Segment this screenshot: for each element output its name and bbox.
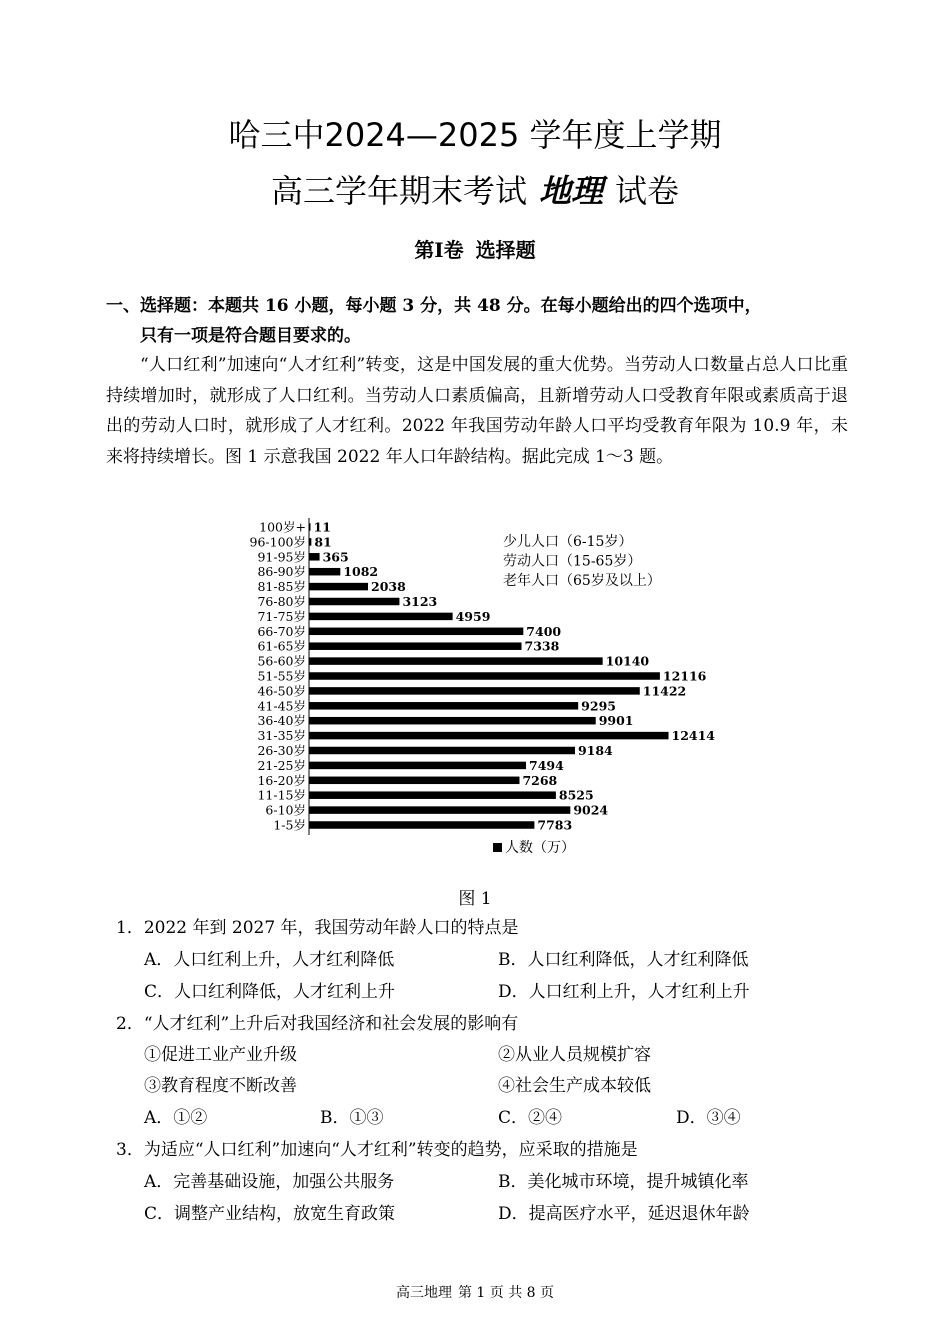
chart-category-label: 21-25岁: [257, 757, 306, 773]
chart-value-label: 7494: [529, 757, 564, 773]
chart-legend-note: 老年人口（65岁及以上）: [503, 573, 661, 589]
footer-subject: 高三地理: [395, 1285, 452, 1301]
chart-value-label: 10140: [605, 653, 650, 669]
question-2-item-3: ③教育程度不断改善: [144, 1076, 297, 1096]
chart-category-label: 66-70岁: [257, 623, 306, 639]
section-instructions: [106, 291, 866, 351]
question-1-option-d[interactable]: D．人口红利上升，人才红利上升: [498, 982, 750, 1002]
chart-value-label: 9184: [577, 743, 613, 758]
chart-value-label: 9295: [581, 698, 616, 714]
question-1-option-a[interactable]: A．人口红利上升，人才红利降低: [144, 950, 395, 970]
chart-value-label: 11422: [642, 683, 687, 699]
chart-legend-swatch: [493, 843, 502, 852]
exam-title-prefix: 高三学年期末考试: [270, 172, 527, 210]
footer-page: 第 1 页 共 8 页: [457, 1285, 555, 1301]
chart-value-label: 4959: [455, 608, 491, 624]
chart-bar: [309, 523, 311, 531]
question-3-option-b[interactable]: B．美化城市环境，提升城镇化率: [498, 1172, 749, 1192]
chart-value-label: 7783: [537, 817, 573, 833]
question-2-option-c[interactable]: C．②④: [498, 1108, 563, 1128]
chart-category-label: 91-95岁: [257, 549, 306, 565]
chart-bar: [309, 583, 368, 591]
chart-value-label: 8525: [558, 787, 594, 803]
question-2-stem: 2．“人才红利”上升后对我国经济和社会发展的影响有: [116, 1014, 519, 1034]
exam-title-suffix: 试卷: [615, 172, 680, 210]
exam-title-line1: 哈三中2024—2025 学年度上学期: [228, 116, 722, 154]
chart-bar: [309, 598, 399, 606]
volume-heading: [0, 234, 950, 263]
question-1-option-c[interactable]: C．人口红利降低，人才红利上升: [144, 982, 396, 1002]
chart-bar: [309, 538, 311, 546]
chart-bar: [309, 568, 340, 576]
section-line1: 一、选择题：本题共 16 小题，每小题 3 分，共 48 分。在每小题给出的四个选项中，: [106, 296, 762, 316]
chart-legend-note: 劳动人口（15-65岁）: [503, 553, 642, 570]
question-2-item-2: ②从业人员规模扩容: [498, 1045, 651, 1065]
chart-bar: [309, 791, 556, 799]
question-2-option-d[interactable]: D．③④: [676, 1108, 741, 1128]
section-line2: 只有一项是符合题目要求的。: [140, 326, 361, 346]
question-2-option-b[interactable]: B．①③: [320, 1108, 384, 1128]
chart-category-label: 36-40岁: [257, 713, 306, 729]
chart-category-label: 56-60岁: [257, 653, 306, 669]
question-3-option-c[interactable]: C．调整产业结构，放宽生育政策: [144, 1204, 396, 1224]
reading-passage: [106, 350, 848, 472]
chart-legend-label: 人数（万）: [505, 840, 575, 856]
volume-number: 第Ⅰ卷: [414, 238, 464, 262]
chart-value-label: 12116: [662, 668, 707, 684]
chart-category-label: 31-35岁: [257, 728, 306, 744]
page-footer: [0, 1282, 950, 1302]
chart-category-label: 100岁+: [259, 519, 306, 535]
chart-value-label: 2038: [371, 579, 406, 595]
chart-category-label: 46-50岁: [257, 683, 306, 699]
chart-category-label: 16-20岁: [257, 772, 306, 788]
question-2-item-1: ①促进工业产业升级: [144, 1045, 297, 1065]
chart-bar: [309, 702, 578, 710]
chart-bar: [309, 762, 526, 770]
question-3-option-a[interactable]: A．完善基础设施，加强公共服务: [144, 1172, 395, 1192]
question-2-item-4: ④社会生产成本较低: [498, 1076, 651, 1096]
question-3-option-d[interactable]: D．提高医疗水平，延迟退休年龄: [498, 1204, 750, 1224]
chart-category-label: 26-30岁: [257, 743, 306, 758]
exam-subject: 地理: [538, 172, 603, 210]
chart-bar: [309, 657, 603, 665]
chart-category-label: 76-80岁: [257, 594, 306, 609]
chart-bar: [309, 628, 523, 636]
chart-bar: [309, 747, 575, 755]
chart-category-label: 61-65岁: [257, 638, 306, 654]
chart-value-label: 11: [313, 519, 331, 535]
chart-value-label: 81: [314, 534, 332, 550]
chart-value-label: 7338: [524, 638, 560, 654]
chart-bar: [309, 553, 320, 561]
chart-category-label: 6-10岁: [265, 802, 306, 818]
chart-bar: [309, 642, 522, 650]
chart-value-label: 7400: [526, 623, 562, 639]
exam-title-line2: [0, 166, 950, 212]
chart-bar: [309, 806, 570, 814]
chart-bar: [309, 717, 596, 725]
question-1-stem: 1．2022 年到 2027 年，我国劳动年龄人口的特点是: [116, 918, 519, 938]
chart-value-label: 3123: [402, 594, 438, 609]
chart-category-label: 1-5岁: [273, 817, 306, 833]
chart-value-label: 365: [322, 549, 349, 565]
chart-bar: [309, 687, 640, 695]
chart-category-label: 41-45岁: [257, 698, 306, 714]
chart-category-label: 86-90岁: [257, 564, 306, 580]
chart-value-label: 12414: [671, 728, 716, 744]
question-1-option-b[interactable]: B．人口红利降低，人才红利降低: [498, 950, 749, 970]
chart-category-label: 11-15岁: [257, 787, 306, 803]
chart-category-label: 51-55岁: [257, 668, 306, 684]
question-3-stem: 3．为适应“人口红利”加速向“人才红利”转变的趋势，应采取的措施是: [116, 1140, 638, 1160]
chart-bar: [309, 732, 669, 740]
chart-category-label: 71-75岁: [257, 608, 306, 624]
chart-legend-note: 少儿人口（6-15岁）: [503, 534, 633, 550]
chart-value-label: 9024: [573, 802, 609, 818]
chart-bar: [309, 821, 534, 829]
passage-text: “人口红利”加速向“人才红利”转变，这是中国发展的重大优势。当劳动人口数量占总人口比重持续增加时，就形成了人口红利。当劳动人口素质偏高，且新增劳动人口受教育年限或素质高于退出的劳动人口时，就形成了人才红利。2022 年我国劳动年龄人口平均受教育年限为 10.9 年，未来将持续增长。图 1 示意我国 2022 年人口年龄结构。据此完成 1～3 题。: [106, 355, 848, 467]
chart-category-label: 81-85岁: [257, 579, 306, 595]
chart-value-label: 1082: [343, 564, 379, 580]
question-2-option-a[interactable]: A．①②: [144, 1108, 208, 1128]
chart-value-label: 9901: [598, 713, 634, 729]
chart-bar: [309, 613, 453, 621]
chart-bar: [309, 672, 660, 680]
figure-caption: 图 1: [458, 889, 492, 909]
population-age-chart: [225, 510, 745, 860]
volume-name: 选择题: [475, 238, 536, 262]
chart-category-label: 96-100岁: [249, 534, 306, 550]
chart-bar: [309, 777, 519, 785]
chart-value-label: 7268: [522, 772, 558, 788]
